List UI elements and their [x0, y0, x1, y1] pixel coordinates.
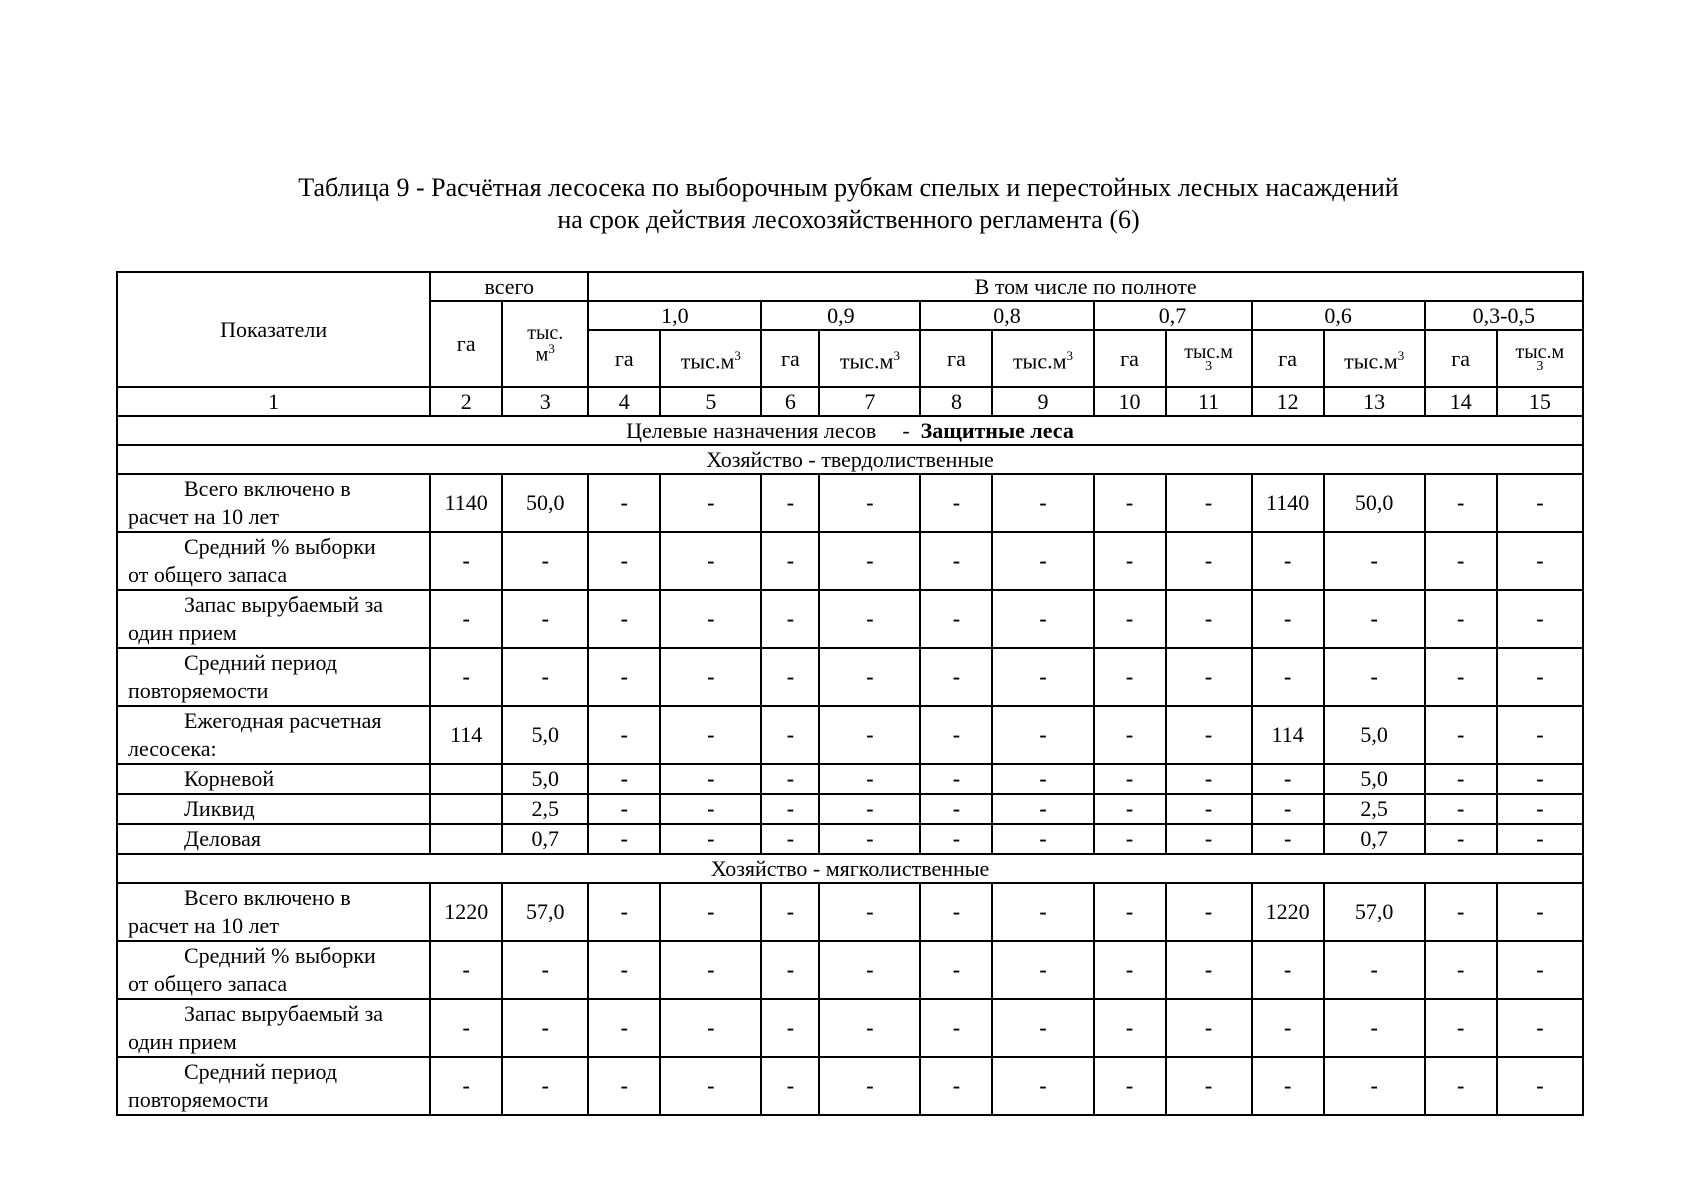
table-cell: -	[502, 648, 588, 706]
column-number: 1	[117, 387, 430, 416]
table-cell: 5,0	[502, 764, 588, 794]
table-cell: -	[1094, 824, 1166, 854]
table-cell: -	[1425, 1057, 1497, 1115]
row-label: Деловая	[117, 824, 430, 854]
table-cell: -	[1252, 1057, 1324, 1115]
group-header-row	[117, 854, 1583, 883]
column-number: 3	[502, 387, 588, 416]
table-cell: -	[1252, 648, 1324, 706]
header-incl-density: В том числе по полноте	[588, 272, 1583, 301]
header-density-5: 0,3-0,5	[1425, 301, 1583, 330]
table-row	[117, 590, 1583, 648]
table-cell: -	[1497, 474, 1583, 532]
table-cell: -	[660, 648, 761, 706]
table-cell: -	[660, 706, 761, 764]
table-cell: -	[761, 648, 819, 706]
table-cell: -	[992, 532, 1093, 590]
table-cell: -	[1497, 648, 1583, 706]
table-cell: -	[920, 474, 992, 532]
table-cell: -	[1497, 794, 1583, 824]
table-cell: -	[660, 824, 761, 854]
table-cell: -	[660, 532, 761, 590]
table-cell: 1220	[430, 883, 502, 941]
table-cell: 57,0	[502, 883, 588, 941]
table-row	[117, 999, 1583, 1057]
table-cell: -	[1166, 824, 1252, 854]
section-purpose: Целевые назначения лесов - Защитные леса	[117, 416, 1583, 445]
table-cell: -	[660, 474, 761, 532]
table-cell: -	[660, 883, 761, 941]
table-cell: -	[819, 1057, 920, 1115]
column-number: 13	[1324, 387, 1425, 416]
table-cell: -	[1094, 999, 1166, 1057]
table-cell: -	[588, 999, 660, 1057]
row-label: Средний период повторяемости	[117, 1057, 430, 1115]
table-cell: -	[588, 883, 660, 941]
row-label: Запас вырубаемый за один прием	[117, 590, 430, 648]
row-label: Корневой	[117, 764, 430, 794]
table-cell: -	[588, 474, 660, 532]
table-cell: -	[761, 532, 819, 590]
table-cell: -	[502, 590, 588, 648]
table-cell: 57,0	[1324, 883, 1425, 941]
table-cell: -	[1094, 474, 1166, 532]
table-row	[117, 706, 1583, 764]
row-label: Средний % выборки от общего запаса	[117, 941, 430, 999]
table-cell: -	[920, 824, 992, 854]
table-cell: -	[1094, 706, 1166, 764]
table-cell: -	[1166, 999, 1252, 1057]
header-unit-ha: га	[1425, 330, 1497, 387]
table-cell: -	[1094, 532, 1166, 590]
row-label: Запас вырубаемый за один прием	[117, 999, 430, 1057]
table-cell: -	[660, 941, 761, 999]
table-cell: -	[1425, 883, 1497, 941]
table-cell: 1140	[430, 474, 502, 532]
table-cell: -	[430, 590, 502, 648]
column-number: 7	[819, 387, 920, 416]
table-cell: -	[992, 706, 1093, 764]
header-density-2: 0,8	[920, 301, 1093, 330]
table-cell: -	[588, 648, 660, 706]
table-cell: 2,5	[1324, 794, 1425, 824]
table-title	[0, 172, 1697, 236]
table-cell: -	[761, 590, 819, 648]
header-total-thous-m3: тыс. $м^3$	[502, 301, 588, 387]
table-cell: -	[819, 764, 920, 794]
table-cell: -	[1094, 648, 1166, 706]
table-cell: -	[588, 1057, 660, 1115]
table-cell: -	[1497, 1057, 1583, 1115]
table-cell: -	[1324, 1057, 1425, 1115]
header-unit-ha: га	[588, 330, 660, 387]
column-number: 8	[920, 387, 992, 416]
table-cell: -	[1324, 532, 1425, 590]
table-cell: -	[502, 532, 588, 590]
table-cell: -	[1497, 824, 1583, 854]
group-name: Хозяйство - твердолиственные	[117, 445, 1583, 474]
table-cell: -	[819, 999, 920, 1057]
table-cell: -	[920, 532, 992, 590]
header-unit-ha: га	[1094, 330, 1166, 387]
table-cell: -	[1497, 941, 1583, 999]
table-cell: -	[1497, 706, 1583, 764]
title-line-1: Таблица 9 - Расчётная лесосека по выборочным рубкам спелых и перестойных лесных насаждений	[298, 173, 1399, 202]
table-cell: -	[1497, 532, 1583, 590]
table-cell: -	[819, 824, 920, 854]
header-density-3: 0,7	[1094, 301, 1252, 330]
table-cell	[430, 824, 502, 854]
table-cell: -	[660, 1057, 761, 1115]
table-cell: -	[819, 883, 920, 941]
table-row	[117, 474, 1583, 532]
table-cell: -	[1252, 590, 1324, 648]
table-cell: 1140	[1252, 474, 1324, 532]
table-cell: -	[761, 764, 819, 794]
table-cell: 5,0	[1324, 764, 1425, 794]
row-label: Ликвид	[117, 794, 430, 824]
header-unit-thous-m3: $тыс.м^3$	[1324, 330, 1425, 387]
header-unit-ha: га	[920, 330, 992, 387]
column-number: 15	[1497, 387, 1583, 416]
table-cell: -	[1166, 706, 1252, 764]
table-cell: -	[1094, 941, 1166, 999]
table-cell: -	[1425, 999, 1497, 1057]
table-cell: -	[992, 824, 1093, 854]
table-cell: -	[1324, 999, 1425, 1057]
table-cell: 5,0	[1324, 706, 1425, 764]
table-cell: -	[1094, 883, 1166, 941]
table-cell: -	[1252, 794, 1324, 824]
table-cell: -	[1094, 794, 1166, 824]
row-label: Средний % выборки от общего запаса	[117, 532, 430, 590]
table-cell: -	[1252, 999, 1324, 1057]
table-cell: -	[992, 590, 1093, 648]
table-cell: -	[761, 941, 819, 999]
header-unit-thous-m3: $тыс.м^3$	[819, 330, 920, 387]
header-unit-thous-m3: $тыс.м^3$	[660, 330, 761, 387]
group-name: Хозяйство - мягколиственные	[117, 854, 1583, 883]
table-cell: 2,5	[502, 794, 588, 824]
row-label: Всего включено в расчет на 10 лет	[117, 883, 430, 941]
group-header-row	[117, 445, 1583, 474]
table-cell: -	[1425, 590, 1497, 648]
table-cell: -	[761, 824, 819, 854]
header-unit-ha: га	[761, 330, 819, 387]
table-row	[117, 794, 1583, 824]
table-cell: -	[1166, 883, 1252, 941]
table-cell: 0,7	[502, 824, 588, 854]
header-density-1: 0,9	[761, 301, 920, 330]
table-cell: -	[819, 590, 920, 648]
table-cell: 114	[430, 706, 502, 764]
table-cell: -	[502, 999, 588, 1057]
table-cell: -	[1497, 883, 1583, 941]
table-row	[117, 824, 1583, 854]
table-cell: -	[992, 794, 1093, 824]
column-number: 2	[430, 387, 502, 416]
table-row	[117, 883, 1583, 941]
table-cell: 1220	[1252, 883, 1324, 941]
table-cell: -	[430, 648, 502, 706]
table-cell: -	[588, 532, 660, 590]
table-cell: -	[761, 883, 819, 941]
header-unit-ha: га	[1252, 330, 1324, 387]
header-density-4: 0,6	[1252, 301, 1425, 330]
table-cell: -	[1497, 764, 1583, 794]
table-cell: -	[1166, 474, 1252, 532]
header-unit-thous-m3: $тыс.м^3$	[992, 330, 1093, 387]
table-cell: -	[1094, 590, 1166, 648]
column-number: 10	[1094, 387, 1166, 416]
table-cell: 50,0	[1324, 474, 1425, 532]
table-cell: -	[430, 941, 502, 999]
table-cell: -	[660, 590, 761, 648]
table-cell: -	[588, 824, 660, 854]
column-number: 9	[992, 387, 1093, 416]
table-cell: -	[992, 883, 1093, 941]
table-cell: -	[992, 1057, 1093, 1115]
table-cell: -	[761, 794, 819, 824]
header-total: всего	[430, 272, 588, 301]
table-cell: -	[1252, 532, 1324, 590]
table-cell: -	[588, 794, 660, 824]
column-number: 11	[1166, 387, 1252, 416]
table-cell: -	[1094, 764, 1166, 794]
table-cell: -	[1166, 941, 1252, 999]
header-indicators: Показатели	[117, 272, 430, 387]
table-cell: -	[920, 648, 992, 706]
header-density-0: 1,0	[588, 301, 761, 330]
table-cell: -	[1425, 794, 1497, 824]
table-cell: -	[819, 706, 920, 764]
table-cell: -	[920, 999, 992, 1057]
table-cell: -	[1425, 824, 1497, 854]
table-cell: -	[1166, 648, 1252, 706]
table-cell: -	[761, 999, 819, 1057]
table-cell: -	[660, 764, 761, 794]
table-cell: -	[1324, 648, 1425, 706]
table-row	[117, 648, 1583, 706]
table-cell	[430, 794, 502, 824]
table-cell: -	[920, 764, 992, 794]
table-cell: -	[1497, 999, 1583, 1057]
table-cell: -	[1252, 764, 1324, 794]
table-cell: -	[761, 706, 819, 764]
table-cell: -	[1094, 1057, 1166, 1115]
table-cell: -	[1425, 648, 1497, 706]
table-cell: -	[1166, 590, 1252, 648]
table-cell: -	[761, 474, 819, 532]
table-cell: -	[1166, 532, 1252, 590]
table-cell: -	[761, 1057, 819, 1115]
table-cell: -	[920, 794, 992, 824]
column-number: 12	[1252, 387, 1324, 416]
table-cell	[430, 764, 502, 794]
table-cell: -	[920, 706, 992, 764]
table-cell: -	[920, 1057, 992, 1115]
header-total-ha: га	[430, 301, 502, 387]
table-row	[117, 764, 1583, 794]
table-cell: -	[819, 794, 920, 824]
table-cell: -	[430, 999, 502, 1057]
column-number: 6	[761, 387, 819, 416]
table-cell: -	[1425, 706, 1497, 764]
table-cell: 0,7	[1324, 824, 1425, 854]
table-cell: -	[1324, 590, 1425, 648]
column-number: 14	[1425, 387, 1497, 416]
row-label: Всего включено в расчет на 10 лет	[117, 474, 430, 532]
table-cell: -	[1252, 824, 1324, 854]
table-cell: -	[819, 941, 920, 999]
header-unit-thous-m3: тыс.м 3	[1166, 330, 1252, 387]
table-cell: -	[430, 532, 502, 590]
table-cell: -	[660, 794, 761, 824]
table-cell: -	[1324, 941, 1425, 999]
table-row	[117, 1057, 1583, 1115]
table-cell: -	[819, 532, 920, 590]
table-cell: -	[430, 1057, 502, 1115]
table-cell: -	[992, 941, 1093, 999]
table-cell: -	[819, 648, 920, 706]
table-cell: 114	[1252, 706, 1324, 764]
table-cell: -	[1425, 941, 1497, 999]
table-cell: -	[992, 999, 1093, 1057]
row-label: Средний период повторяемости	[117, 648, 430, 706]
table-cell: -	[992, 764, 1093, 794]
cutting-area-table	[116, 271, 1584, 1116]
table-cell: 50,0	[502, 474, 588, 532]
table-cell: -	[588, 706, 660, 764]
table-cell: -	[1166, 764, 1252, 794]
table-cell: -	[920, 883, 992, 941]
table-cell: -	[1166, 1057, 1252, 1115]
column-number: 5	[660, 387, 761, 416]
table-cell: -	[588, 941, 660, 999]
table-cell: -	[1425, 532, 1497, 590]
table-cell: 5,0	[502, 706, 588, 764]
table-cell: -	[992, 648, 1093, 706]
table-cell: -	[819, 474, 920, 532]
row-label: Ежегодная расчетная лесосека:	[117, 706, 430, 764]
table-cell: -	[588, 590, 660, 648]
table-row	[117, 532, 1583, 590]
table-cell: -	[920, 941, 992, 999]
table-row	[117, 941, 1583, 999]
table-cell: -	[502, 1057, 588, 1115]
table-cell: -	[992, 474, 1093, 532]
table-cell: -	[920, 590, 992, 648]
table-cell: -	[1497, 590, 1583, 648]
title-line-2: на срок действия лесохозяйственного регламента (6)	[557, 205, 1140, 234]
table-cell: -	[588, 764, 660, 794]
table-cell: -	[502, 941, 588, 999]
table-cell: -	[660, 999, 761, 1057]
table-cell: -	[1425, 474, 1497, 532]
table-cell: -	[1166, 794, 1252, 824]
header-unit-thous-m3: тыс.м 3	[1497, 330, 1583, 387]
table-cell: -	[1252, 941, 1324, 999]
table-cell: -	[1425, 764, 1497, 794]
column-number: 4	[588, 387, 660, 416]
